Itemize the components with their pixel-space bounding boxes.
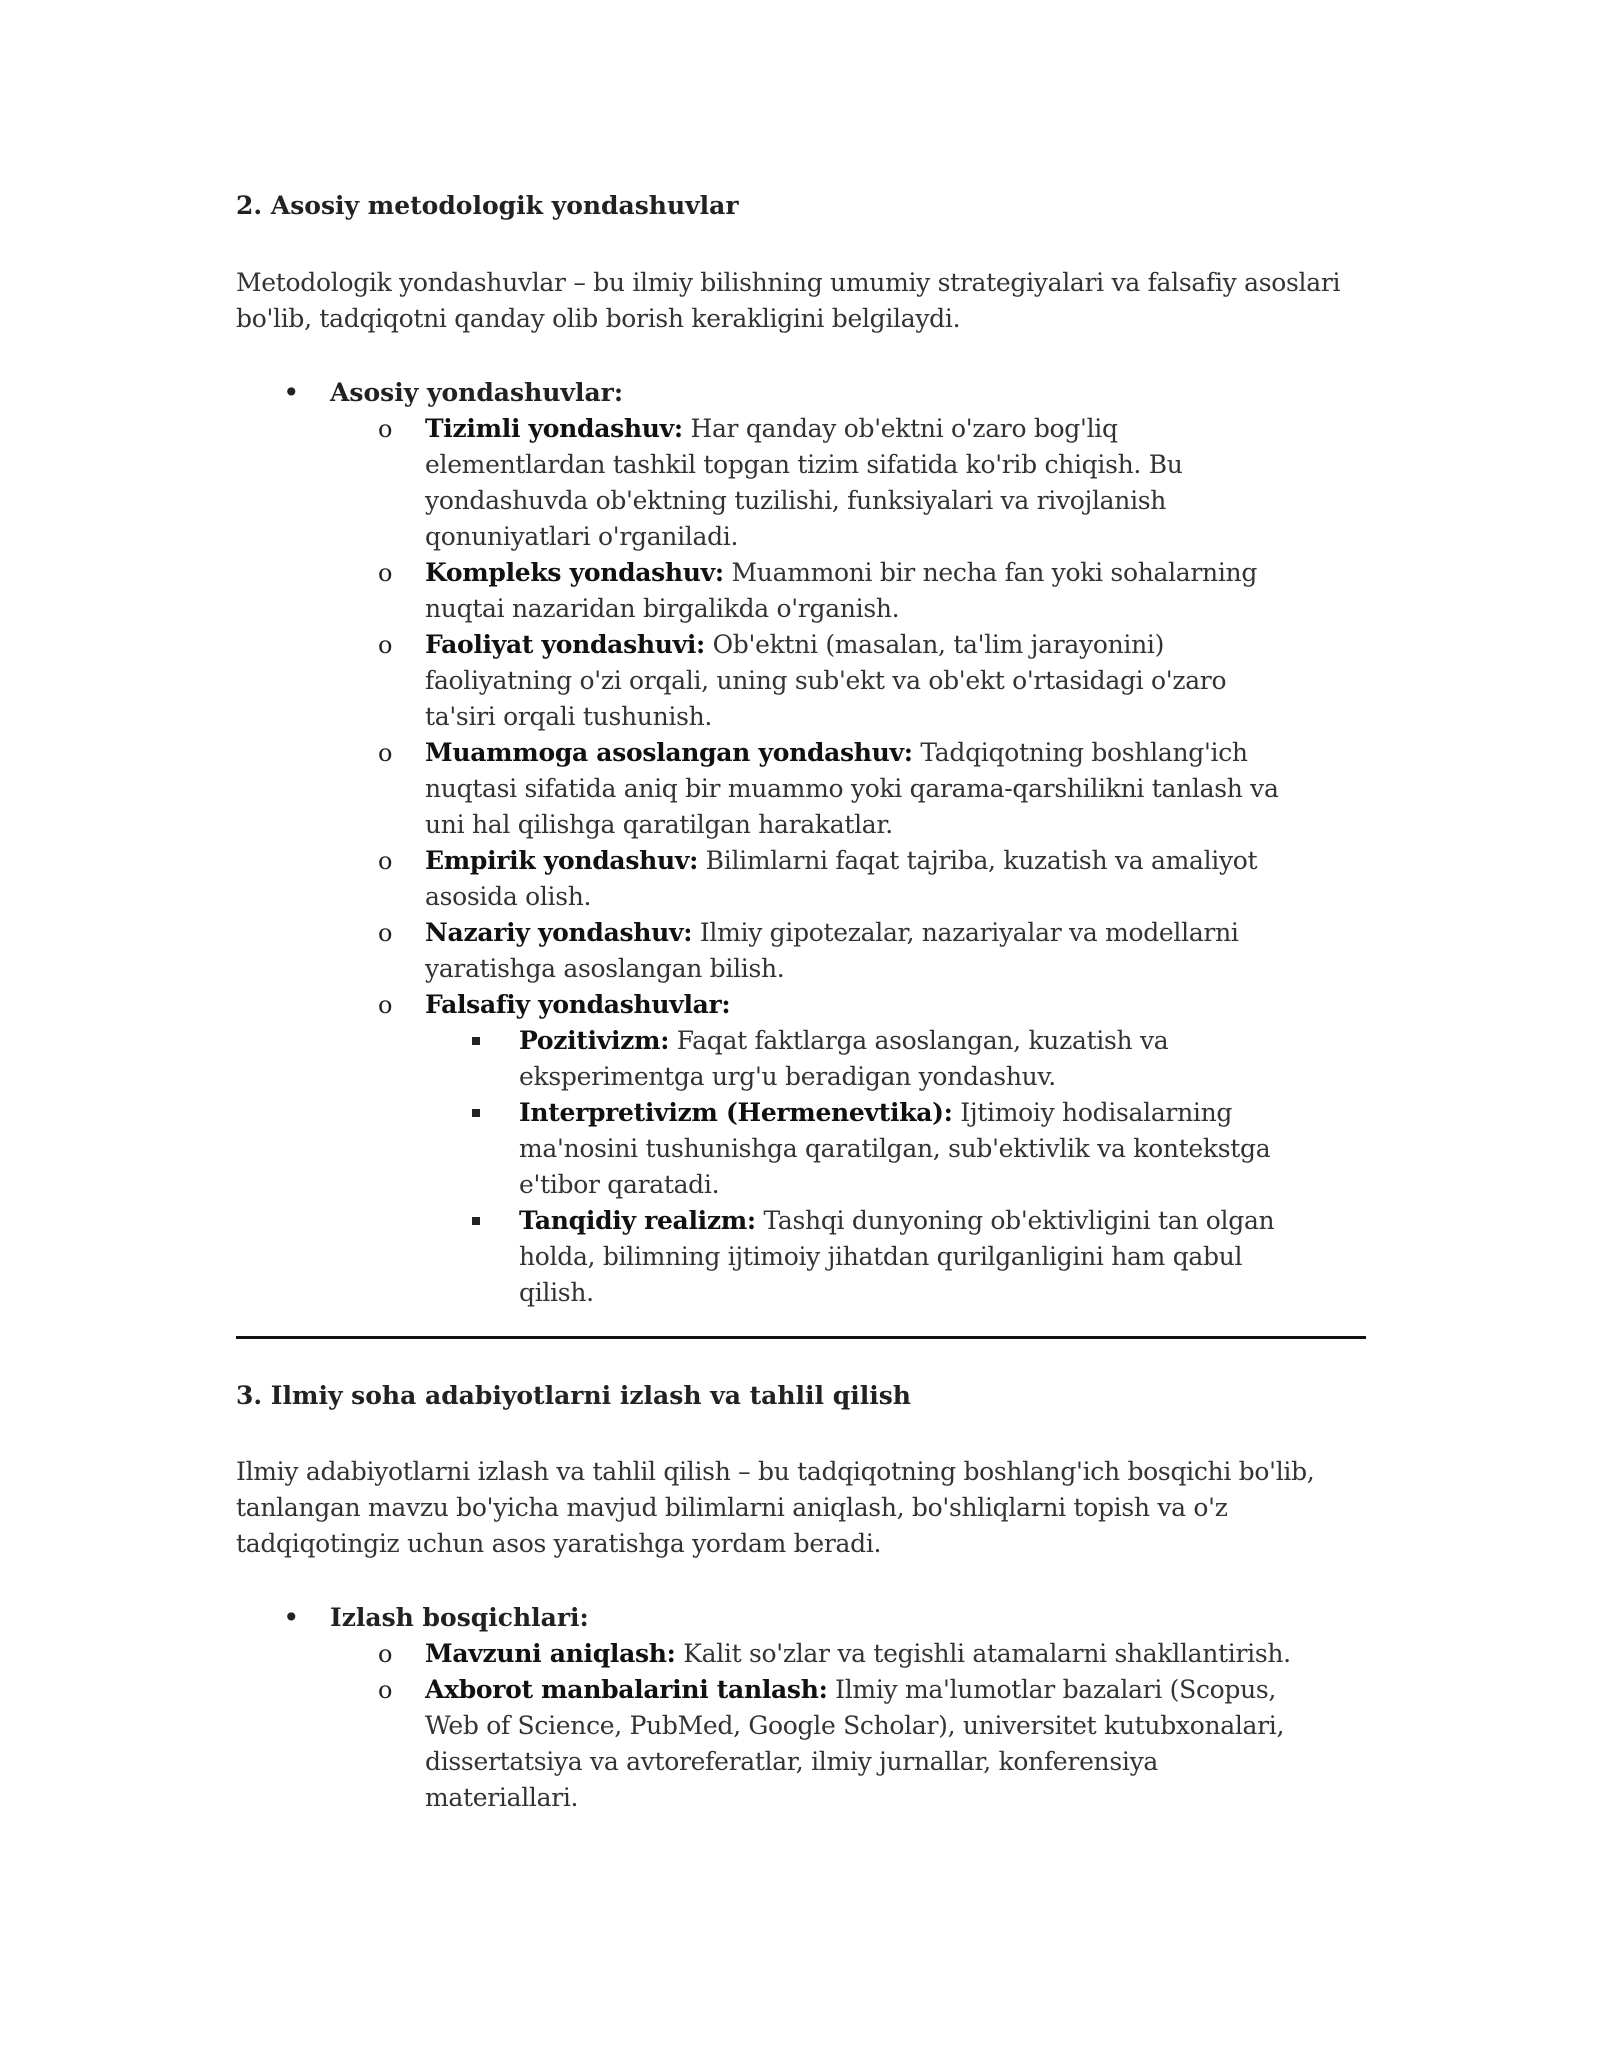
approach-term: Muammoga asoslangan yondashuv: [425, 738, 913, 767]
search-step-term: Mavzuni aniqlash: [425, 1639, 676, 1668]
section-2-bullet-label: Asosiy yondashuvlar: [330, 378, 624, 407]
philosophy-text: Faqat faktlarga asoslangan, kuzatish va eksperimentga urg'u beradigan yondashuv. [519, 1026, 1169, 1091]
approach-term: Kompleks yondashuv: [425, 558, 724, 587]
philosophy-item-positivism [472, 1023, 1302, 1095]
search-step-term: Axborot manbalarini tanlash: [425, 1675, 828, 1704]
philosophy-term: Interpretivizm (Hermenevtika): [519, 1098, 953, 1127]
search-step-text: Kalit so'zlar va tegishli atamalarni shakllantirish. [675, 1639, 1291, 1668]
approach-item-systemic [378, 411, 1298, 555]
sub-bullet-marker: o [378, 415, 393, 443]
approach-term: Faoliyat yondashuvi: [425, 630, 705, 659]
sub-bullet-marker: o [378, 847, 393, 875]
approach-item-empirical [378, 843, 1298, 915]
section-3-intro: Ilmiy adabiyotlarni izlash va tahlil qilish – bu tadqiqotning boshlang'ich bosqichi bo'lib, tanlangan mavzu bo'yicha mavjud bilimlarni aniqlash, bo'shliqlarni topish va o'z tadqiqotingiz uchun asos yaratishga yordam beradi. [236, 1457, 1315, 1558]
square-bullet-icon [472, 1109, 480, 1117]
square-bullet-icon [472, 1037, 480, 1045]
approach-item-problem-based [378, 735, 1298, 843]
sub-bullet-marker: o [378, 919, 393, 947]
approach-text: Bilimlarni faqat tajriba, kuzatish va amaliyot asosida olish. [425, 846, 1258, 911]
sub-bullet-marker: o [378, 739, 393, 767]
bullet-marker: • [283, 376, 300, 409]
sub-bullet-marker: o [378, 1676, 393, 1704]
philosophy-item-critical-realism [472, 1203, 1302, 1311]
approach-text: Tadqiqotning boshlang'ich nuqtasi sifatida aniq bir muammo yoki qarama-qarshilikni tanlash va uni hal qilishga qaratilgan harakatlar. [425, 738, 1279, 839]
approach-term: Tizimli yondashuv: [425, 414, 683, 443]
sub-bullet-marker: o [378, 559, 393, 587]
approach-item-activity [378, 627, 1298, 735]
sub-bullet-marker: o [378, 991, 393, 1019]
approach-term: Falsafiy yondashuvlar: [425, 990, 731, 1019]
approach-item-theoretical [378, 915, 1298, 987]
philosophy-text: Tashqi dunyoning ob'ektivligini tan olgan holda, bilimning ijtimoiy jihatdan qurilganligini ham qabul qilish. [519, 1206, 1275, 1307]
approach-item-complex [378, 555, 1298, 627]
square-bullet-icon [472, 1217, 480, 1225]
search-step-topic [378, 1636, 1298, 1672]
approach-text: Ob'ektni (masalan, ta'lim jarayonini) faoliyatning o'zi orqali, uning sub'ekt va ob'ekt o'rtasidagi o'zaro ta'siri orqali tushunish. [425, 630, 1227, 731]
section-3-heading: 3. Ilmiy soha adabiyotlarni izlash va tahlil qilish [236, 1381, 911, 1410]
philosophy-term: Tanqidiy realizm: [519, 1206, 756, 1235]
approach-item-philosophical [378, 987, 1298, 1023]
philosophy-term: Pozitivizm: [519, 1026, 670, 1055]
bullet-marker: • [283, 1601, 300, 1634]
section-3-bullet-label: Izlash bosqichlari: [330, 1603, 589, 1632]
search-step-sources [378, 1672, 1298, 1816]
philosophy-text: Ijtimoiy hodisalarning ma'nosini tushunishga qaratilgan, sub'ektivlik va kontekstga e'tibor qaratadi. [519, 1098, 1271, 1199]
section-2-heading: 2. Asosiy metodologik yondashuvlar [236, 191, 739, 220]
section-2-intro: Metodologik yondashuvlar – bu ilmiy bilishning umumiy strategiyalari va falsafiy asoslari bo'lib, tadqiqotni qanday olib borish kerakligini belgilaydi. [236, 268, 1341, 333]
approach-text: Har qanday ob'ektni o'zaro bog'liq elementlardan tashkil topgan tizim sifatida ko'rib chiqish. Bu yondashuvda ob'ektning tuzilishi, funksiyalari va rivojlanish qonuniyatlari o'rganiladi. [425, 414, 1183, 551]
sub-bullet-marker: o [378, 1640, 393, 1668]
approach-text: Muammoni bir necha fan yoki sohalarning nuqtai nazaridan birgalikda o'rganish. [425, 558, 1258, 623]
approach-term: Nazariy yondashuv: [425, 918, 693, 947]
horizontal-divider [236, 1336, 1366, 1339]
sub-bullet-marker: o [378, 631, 393, 659]
philosophy-item-interpretivism [472, 1095, 1302, 1203]
search-step-text: Ilmiy ma'lumotlar bazalari (Scopus, Web of Science, PubMed, Google Scholar), universitet kutubxonalari, dissertatsiya va avtoreferatlar, ilmiy jurnallar, konferensiya materiallari. [425, 1675, 1285, 1812]
approach-text: Ilmiy gipotezalar, nazariyalar va modellarni yaratishga asoslangan bilish. [425, 918, 1239, 983]
approach-term: Empirik yondashuv: [425, 846, 699, 875]
